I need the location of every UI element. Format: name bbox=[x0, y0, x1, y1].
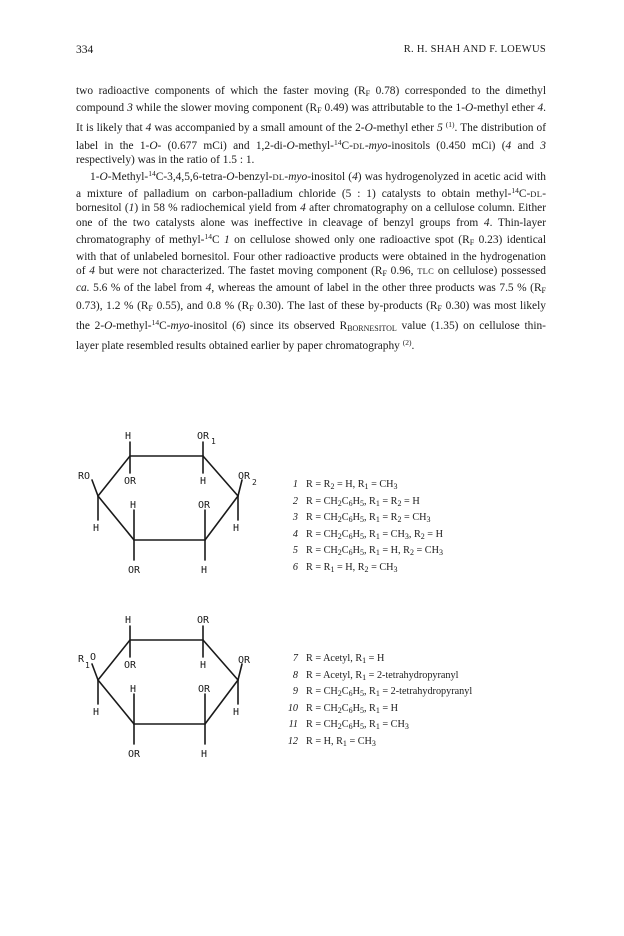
label-or2-sub: 2 bbox=[252, 478, 257, 487]
inositol-structure-1 bbox=[78, 428, 278, 598]
legend-row: 8 R = Acetyl, $R_1$ = 2-tetrahydropyranyl bbox=[292, 669, 459, 682]
label-h-bottom: H bbox=[201, 565, 208, 576]
label-r1o-r: R bbox=[78, 654, 85, 665]
legend-row: 1 $R = R_2 = H$, $R_1 = CH_3$ bbox=[292, 479, 398, 491]
label-r1o-o: O bbox=[90, 652, 97, 663]
label-or-bottom: OR bbox=[128, 749, 141, 760]
label-h-inner-left: H bbox=[130, 500, 137, 511]
label-or-inner-left: OR bbox=[124, 476, 137, 487]
inositol-structure-2 bbox=[78, 612, 278, 782]
label-or-bottom: OR bbox=[128, 565, 141, 576]
label-or-inner-right: OR bbox=[198, 500, 211, 511]
label-or1-top: OR bbox=[197, 431, 210, 442]
label-h-inner-right: H bbox=[200, 660, 207, 671]
label-h-far-left: H bbox=[93, 523, 100, 534]
body-text bbox=[76, 84, 546, 353]
paragraph-2: 1-O-Methyl-$^{14}$C-3,4,5,6-tetra-O-benzyl-DL-myo-inositol (4) was hydrogenolyzed in acetic acid with a mixture of palladium on carbon-palladium chloride (5 : 1) catalysts to obtain methyl-$^{14}$C-DL-bornesitol (1) in 58 % radiochemical yield from 4 after chromatography on a cellulose column. Either one of the two catalysts alone was ineffective in cleavage of benzyl groups from 4. Thin-layer chromatography of methyl-$^{14}$C 1 on cellulose showed only one radioactive spot ($R_F$ 0.23) identical with that of unlabeled bornesitol. Four other radioactive products were obtained in the hydrogenation of 4 but were not characterized. The fastet moving component ($R_F$ 0.96, TLC on cellulose) possessed ca. 5.6 % of the label from 4, whereas the amount of label in the other three products was 7.5 % ($R_F$ 0.73), 1.2 % ($R_F$ 0.55), and 0.8 % ($R_F$ 0.30). The last of these by-products ($R_F$ 0.30) was most likely the 2-O-methyl-$^{14}$C-myo-inositol (6) since its observed $R_{BORNESITOL}$ value (1.35) on cellulose thin-layer plate resembled results obtained earlier by paper chromatography $^{(2)}$. bbox=[76, 169, 547, 353]
label-or1-sub: 1 bbox=[211, 437, 216, 446]
label-h-inner-left: H bbox=[130, 684, 137, 695]
label-h-top-left: H bbox=[125, 615, 132, 626]
legend-row: 3 $R = CH_2C_6H_5$, $R_1 = R_2 = CH_3$ bbox=[292, 512, 431, 525]
legend-row: 7 R = Acetyl, $R_1 = H$ bbox=[292, 653, 385, 665]
label-h-bottom: H bbox=[201, 749, 208, 760]
running-head: R. H. SHAH AND F. LOEWUS bbox=[403, 44, 546, 55]
label-h-far-right: H bbox=[233, 523, 240, 534]
paragraph-1: two radioactive components of which the faster moving ($R_F$ 0.78) corresponded to the dimethyl compound 3 while the slower moving component ($R_F$ 0.49) was attributable to the 1-O-methyl ether 4. It is likely that 4 was accompanied by a small amount of the 2-O-methyl ether 5 $^{(1)}$. The distribution of label in the 1-O- (0.677 mCi) and 1,2-di-O-methyl-$^{14}$C-DL-myo-inositols (0.450 mCi) (4 and 3 respectively) was in the ratio of 1.5 : 1. bbox=[76, 85, 546, 166]
label-or-inner-left: OR bbox=[124, 660, 137, 671]
label-or-inner-right: OR bbox=[198, 684, 211, 695]
label-r1o-sub: 1 bbox=[85, 661, 90, 670]
label-or-top: OR bbox=[197, 615, 210, 626]
label-or-right: OR bbox=[238, 655, 251, 666]
legend-row: 12 R = H, $R_1 = CH_3$ bbox=[287, 735, 376, 748]
legend-structure-2 bbox=[282, 652, 472, 752]
legend-structure-1 bbox=[282, 478, 443, 578]
legend-row: 6 $R = R_1 = H$, $R_2 = CH_3$ bbox=[292, 561, 398, 574]
label-h-inner-right: H bbox=[200, 476, 207, 487]
label-h-far-left: H bbox=[93, 707, 100, 718]
legend-row: 9 $R = CH_2C_6H_5$, $R_1$ = 2-tetrahydropyranyl bbox=[292, 686, 473, 699]
label-h-far-right: H bbox=[233, 707, 240, 718]
legend-row: 5 $R = CH_2C_6H_5$, $R_1 = H$, $R_2 = CH_3$ bbox=[292, 545, 443, 558]
label-h-top-left: H bbox=[125, 431, 132, 442]
legend-row: 4 $R = CH_2C_6H_5$, $R_1 = CH_3$, $R_2 = H$ bbox=[292, 528, 443, 541]
page-header bbox=[76, 44, 546, 60]
legend-row: 11 $R = CH_2C_6H_5$, $R_1 = CH_3$ bbox=[288, 719, 409, 732]
page-number: 334 bbox=[76, 44, 94, 56]
legend-row: 2 $R = CH_2C_6H_5$, $R_1 = R_2 = H$ bbox=[292, 495, 420, 508]
label-or2-right: OR bbox=[238, 471, 251, 482]
label-ro-left: RO bbox=[78, 471, 91, 482]
legend-row: 10 $R = CH_2C_6H_5$, $R_1 = H$ bbox=[287, 702, 399, 715]
